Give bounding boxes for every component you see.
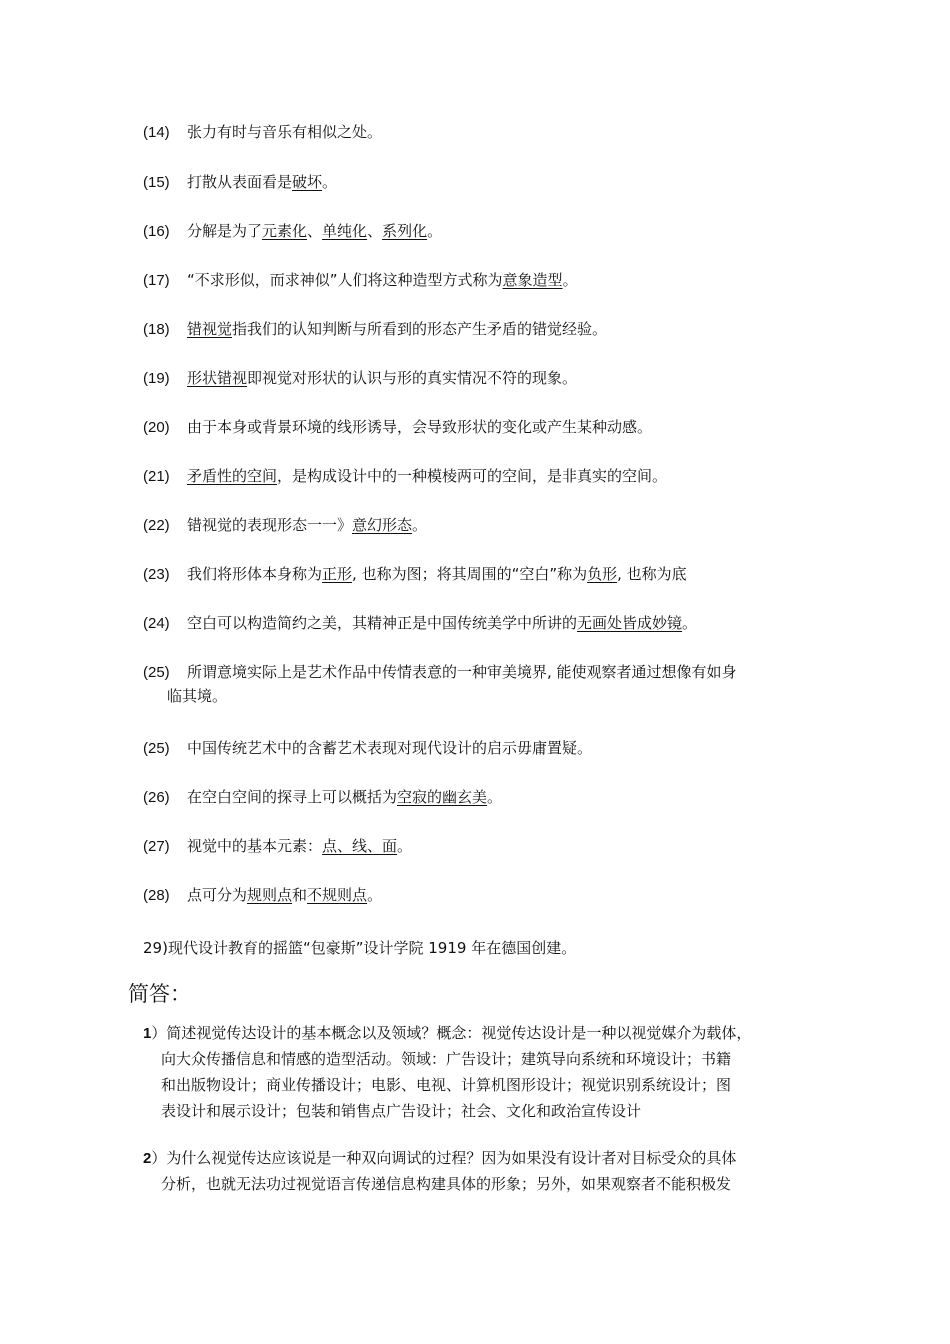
answer-term: 负形 [587,565,618,583]
item-text: , 也称为图；将其周围的“空白”称为 [352,565,588,583]
item-text: 空白可以构造简约之美，其精神正是中国传统美学中所讲的 [187,614,578,632]
question-text: 表设计和展示设计；包装和销售点广告设计；社会、文化和政治宣传设计 [161,1102,642,1120]
item-29: 29)现代设计教育的摇篮“包豪斯”设计学院 1919 年在德国创建。 [143,939,577,957]
item-text: 。 [322,173,338,191]
item-text: 视觉中的基本元素： [187,837,323,855]
answer-term: 单纯化 [322,222,368,240]
item-number: (15) [143,174,170,191]
item-text: ，是构成设计中的一种模棱两可的空间，是非真实的空间。 [277,467,668,485]
item-text: 错视觉的表现形态一一》 [187,516,353,534]
item-text: 。 [367,886,383,904]
section-heading-short-answer: 简答： [128,982,191,1006]
item-number: (25) [143,664,170,681]
item-text: 、 [307,222,323,240]
item-text: 即视觉对形状的认识与形的真实情况不符的现象。 [247,369,578,387]
question-number: 2 [143,1150,152,1167]
list-item [143,317,607,342]
list-item [143,562,687,587]
item-text: 点可分为 [187,886,248,904]
item-text: 、 [367,222,383,240]
item-text: 和 [292,886,308,904]
answer-line [161,1046,731,1072]
answer-term: 意幻形态 [352,516,413,534]
list-item [143,366,577,391]
list-item [143,513,427,538]
answer-term: 空寂的幽玄美 [397,788,488,806]
answer-term: 无画处皆成妙镜 [577,614,683,632]
item-text: 在空白空间的探寻上可以概括为 [187,788,398,806]
item-text: 张力有时与音乐有相似之处。 [187,123,383,141]
answer-term: 形状错视 [187,369,248,387]
item-number: (17) [143,272,170,289]
item-text: 。 [412,516,428,534]
item-text: 打散从表面看是 [187,173,293,191]
item-text: 我们将形体本身称为 [187,565,323,583]
item-text: “不求形似，而求神似”人们将这种造型方式称为 [187,271,503,289]
item-number: (18) [143,321,170,338]
item-number: (21) [143,468,170,485]
answer-term: 点、线、面 [322,837,398,855]
item-number: (14) [143,124,170,141]
list-item [143,464,667,489]
item-number: (22) [143,517,170,534]
answer-term: 系列化 [382,222,428,240]
list-item [143,834,412,859]
list-item [143,785,502,810]
item-text: 。 [682,614,698,632]
list-item [143,883,382,908]
list-item [143,219,442,244]
item-text: 所谓意境实际上是艺术作品中传情表意的一种审美境界, 能使观察者通过想像有如身 [187,663,737,681]
answer-term: 元素化 [262,222,308,240]
item-number: (19) [143,370,170,387]
item-number: (27) [143,838,170,855]
item-number: (16) [143,223,170,240]
item-number: (28) [143,887,170,904]
item-number: (26) [143,789,170,806]
item-number: (25) [143,740,170,757]
list-item [143,611,697,636]
question-number: 1 [143,1025,152,1042]
list-item [143,120,382,145]
item-text: 。 [397,837,413,855]
item-text: 由于本身或背景环境的线形诱导，会导致形状的变化或产生某种动感。 [187,418,653,436]
list-item [143,415,652,440]
answer-term: 规则点 [247,886,293,904]
item-text: , 也称为底 [617,565,687,583]
list-item [143,268,578,293]
answer-term: 矛盾性的空间 [187,467,278,485]
question-line [143,1020,751,1047]
answer-term: 错视觉 [187,320,233,338]
answer-term: 正形 [322,565,353,583]
item-number: (24) [143,615,170,632]
list-item [143,660,737,685]
answer-line [161,1098,641,1124]
item-continuation: 临其境。 [167,687,228,705]
question-text: ）为什么视觉传达应该说是一种双向调试的过程？因为如果没有设计者对目标受众的具体 [151,1149,737,1167]
item-text: 。 [427,222,443,240]
answer-line [161,1171,731,1197]
question-line [143,1145,736,1172]
answer-term: 破坏 [292,173,323,191]
answer-term: 不规则点 [307,886,368,904]
item-text: 。 [487,788,503,806]
item-text: 中国传统艺术中的含蓄艺术表现对现代设计的启示毋庸置疑。 [187,739,593,757]
question-text: 向大众传播信息和情感的造型活动。领域：广告设计；建筑导向系统和环境设计；书籍 [161,1050,732,1068]
item-text: 。 [562,271,578,289]
question-text: 分析，也就无法功过视觉语言传递信息构建具体的形象；另外，如果观察者不能积极发 [161,1175,732,1193]
item-text: 分解是为了 [187,222,263,240]
list-item [143,736,592,761]
question-text: ）简述视觉传达设计的基本概念以及领域？概念：视觉传达设计是一种以视觉媒介为载体， [151,1024,752,1042]
item-text: 指我们的认知判断与所看到的形态产生矛盾的错觉经验。 [232,320,608,338]
item-number: (20) [143,419,170,436]
list-item [143,170,337,195]
question-text: 和出版物设计；商业传播设计；电影、电视、计算机图形设计；视觉识别系统设计；图 [161,1076,732,1094]
item-number: (23) [143,566,170,583]
answer-line [161,1072,731,1098]
answer-term: 意象造型 [502,271,563,289]
